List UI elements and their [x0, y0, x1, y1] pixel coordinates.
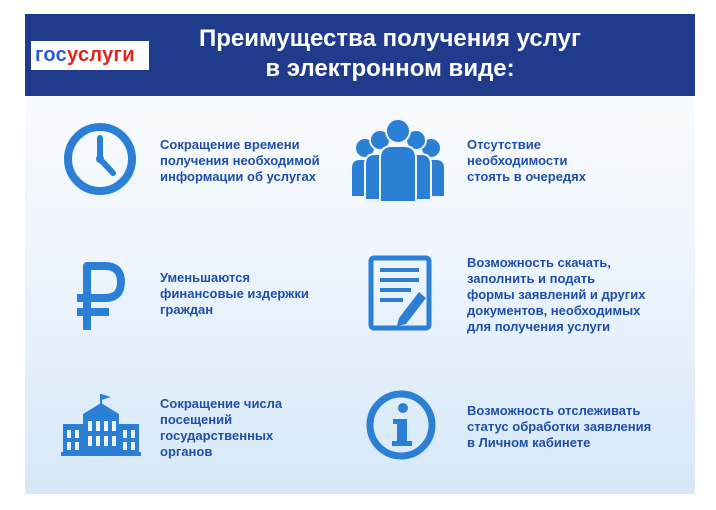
government-building-icon: [61, 394, 141, 456]
page-title: [155, 24, 625, 84]
gosuslugi-logo: госуслуги: [31, 41, 149, 70]
benefit-tracking-text: Возможность отслеживать статус обработки заявления в Личном кабинете: [467, 403, 652, 450]
document-pen-icon: [367, 254, 433, 332]
benefit-costs-text: Уменьшаются финансовые издержки граждан: [160, 270, 309, 317]
people-icon: [350, 118, 446, 202]
benefit-forms-text: Возможность скачать, заполнить и подать формы заявлений и других документов, необходимых для получения услуги: [467, 255, 646, 334]
infographic-poster: [25, 14, 695, 494]
header-banner: [25, 14, 695, 96]
title-line-1: Преимущества получения услуг: [198, 25, 582, 52]
title-line-2: в электронном виде:: [265, 55, 515, 82]
benefit-visits-text: Сокращение числа посещений государственных органов: [160, 396, 283, 459]
ruble-icon: [73, 260, 129, 332]
clock-icon: [63, 122, 137, 196]
info-icon: [365, 389, 437, 461]
benefit-queue-text: Отсутствие необходимости стоять в очередях: [467, 137, 586, 184]
benefit-time-text: Сокращение времени получения необходимой информации об услугах: [160, 137, 320, 184]
